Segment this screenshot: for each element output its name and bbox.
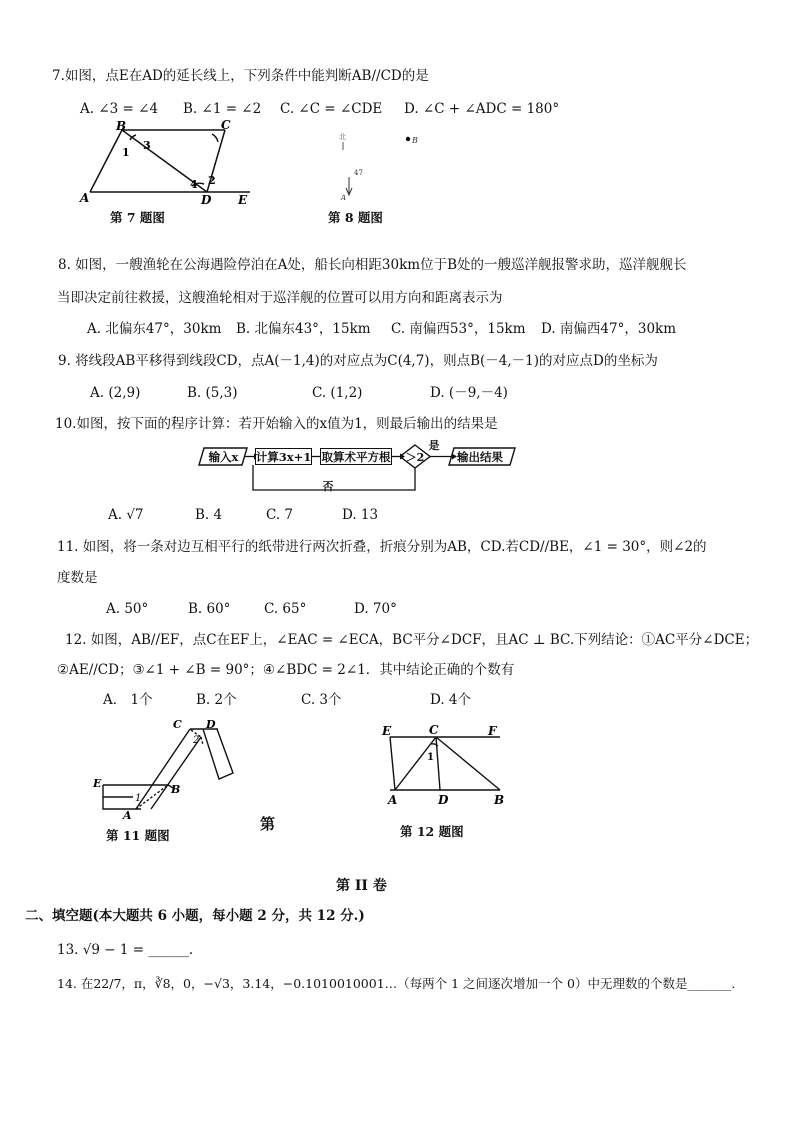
q9-option-d: D. (－9,－4): [430, 385, 508, 401]
q7-label-e: E: [238, 193, 248, 207]
q12-label-b: B: [494, 793, 505, 807]
q7-label-b: B: [116, 119, 127, 133]
q10-flow-no: 否: [322, 480, 334, 493]
q9-stem: 9. 将线段AB平移得到线段CD，点A(－1,4)的对应点为C(4,7)，则点B(－4,－1)的对应点D的坐标为: [58, 353, 658, 369]
q8-option-c: C. 南偏西53°，15km: [391, 321, 526, 337]
q7-label-1: 1: [122, 146, 130, 159]
q8-option-b: B. 北偏东43°，15km: [236, 321, 371, 337]
q9-option-c: C. (1,2): [312, 385, 363, 401]
q10-option-b: B. 4: [195, 507, 223, 523]
q10-flow-compute: 计算3x+1: [255, 449, 312, 464]
q8-figure-caption: 第 8 题图: [328, 210, 383, 225]
q8-label-angle: 47: [354, 169, 363, 177]
q7-option-d: D. ∠C + ∠ADC = 180°: [404, 101, 560, 117]
q8-label-b: B: [412, 136, 418, 145]
q13-text: 13. √9 − 1 = ______.: [57, 942, 194, 958]
q8-stem-line2: 当即决定前往救援，这艘渔轮相对于巡洋舰的位置可以用方向和距离表示为: [57, 290, 503, 306]
q11-option-a: A. 50°: [106, 601, 149, 617]
q10-stem: 10.如图，按下面的程序计算：若开始输入的x值为1，则最后输出的结果是: [55, 416, 498, 432]
q10-option-c: C. 7: [266, 507, 294, 523]
q8-label-a: A: [341, 194, 347, 202]
q12-label-1: 1: [427, 752, 434, 763]
q10-flow-input: 输入x: [208, 449, 239, 464]
q11-label-1: 1: [135, 793, 142, 804]
q9-option-a: A. (2,9): [90, 385, 141, 401]
q10-flow-sqrt: 取算术平方根: [321, 449, 391, 464]
q8-figure: [330, 125, 440, 207]
q10-option-a: A. √7: [108, 507, 144, 523]
q8-option-d: D. 南偏西47°，30km: [541, 321, 677, 337]
q10-flow-compare: ＞2: [405, 450, 425, 464]
q11-label-2: 2: [193, 735, 200, 746]
q8-label-north: 北: [339, 133, 346, 141]
q10-flow-yes: 是: [428, 439, 440, 452]
q14-text: 14. 在22/7，π，∛8，0，−√3，3.14，−0.1010010001…（每两个 1 之间逐次增加一个 0）中无理数的个数是_______.: [57, 976, 736, 991]
q11-option-c: C. 65°: [264, 601, 307, 617]
q11-label-e: E: [93, 777, 102, 790]
q11-stem-line2: 度数是: [57, 570, 98, 586]
q11-option-b: B. 60°: [188, 601, 231, 617]
section2-heading: 二、填空题(本大题共 6 小题，每小题 2 分，共 12 分.): [25, 908, 365, 924]
q7-label-3: 3: [143, 139, 151, 152]
q11-label-a: A: [123, 809, 132, 822]
q12-label-a: A: [388, 793, 398, 807]
q12-stem-line1: 12. 如图，AB//EF，点C在EF上，∠EAC = ∠ECA，BC平分∠DCF，且AC ⊥ BC.下列结论：①AC平分∠DCE；: [65, 632, 759, 648]
q10-option-d: D. 13: [342, 507, 379, 523]
q7-option-c: C. ∠C = ∠CDE: [280, 101, 383, 117]
q11-figure: [93, 717, 253, 822]
q7-option-b: B. ∠1 = ∠2: [183, 101, 262, 117]
q7-label-4: 4: [190, 178, 198, 191]
q7-stem: 7.如图，点E在AD的延长线上，下列条件中能判断AB//CD的是: [52, 68, 429, 84]
q11-label-b: B: [171, 783, 181, 796]
q11-figure-caption: 第 11 题图: [106, 828, 170, 843]
q12-label-d: D: [438, 793, 449, 807]
q7-option-a: A. ∠3 = ∠4: [80, 101, 159, 117]
q7-figure-caption: 第 7 题图: [110, 210, 165, 225]
q10-flow-output: 输出结果: [457, 449, 503, 464]
q11-stem-line1: 11. 如图，将一条对边互相平行的纸带进行两次折叠，折痕分别为AB，CD.若CD//BE，∠1 = 30°，则∠2的: [57, 539, 707, 555]
q11-option-d: D. 70°: [354, 601, 397, 617]
q8-option-a: A. 北偏东47°，30km: [87, 321, 222, 337]
q11-label-d: D: [206, 718, 216, 731]
q12-figure: [378, 720, 513, 810]
q12-option-c: C. 3个: [301, 692, 342, 708]
q12-option-b: B. 2个: [196, 692, 237, 708]
q7-figure: [80, 118, 260, 207]
q7-label-a: A: [80, 191, 90, 205]
volume-title: 第 II 卷: [336, 878, 387, 894]
q12-label-f: F: [488, 724, 497, 738]
q12-option-d: D. 4个: [430, 692, 472, 708]
q9-option-b: B. (5,3): [187, 385, 238, 401]
stray-text: 第: [260, 815, 276, 833]
q12-figure-caption: 第 12 题图: [400, 824, 464, 839]
q12-option-a: A． 1个: [103, 692, 153, 708]
q8-stem-line1: 8. 如图，一艘渔轮在公海遇险停泊在A处，船长向相距30km位于B处的一艘巡洋舰报警求助，巡洋舰舰长: [58, 257, 687, 273]
q11-label-c: C: [173, 718, 182, 731]
q12-label-e: E: [382, 724, 392, 738]
q7-label-c: C: [221, 118, 231, 132]
q12-label-c: C: [429, 723, 439, 737]
q12-stem-line2: ②AE//CD；③∠1 + ∠B = 90°；④∠BDC = 2∠1．其中结论正确的个数有: [57, 662, 515, 678]
q7-label-2: 2: [208, 174, 216, 187]
q7-label-d: D: [201, 193, 212, 207]
